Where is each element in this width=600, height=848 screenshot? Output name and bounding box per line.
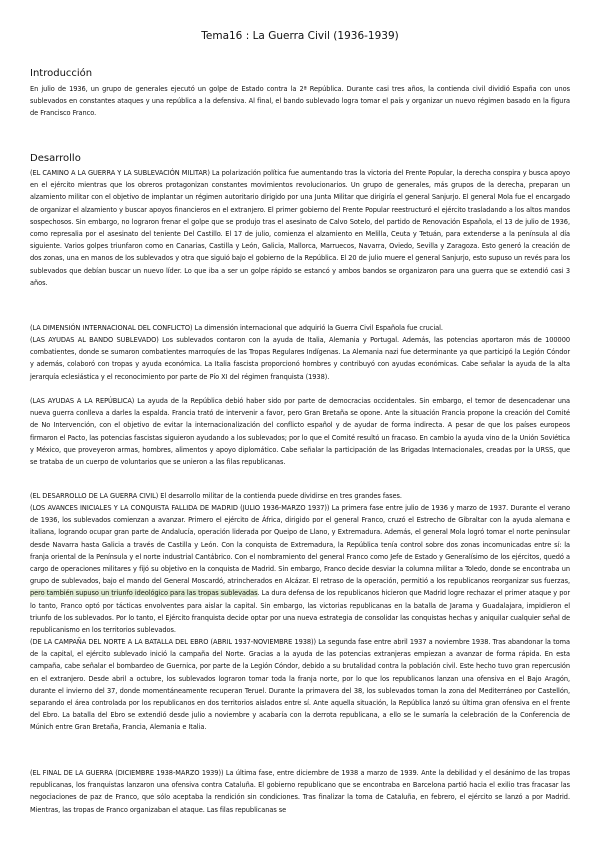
paragraph-ayudas-sublevados: (LAS AYUDAS AL BANDO SUBLEVADO) Los sublevados contaron con la ayuda de Italia, Alemania y Portugal. Además, las potencias aportaron más de 100000 combatientes, donde se sumaron combatientes marroquíes de las Tropas Regulares Indígenas. La Alemania nazi fue determinante ya que participó la Legión Cóndor y además, colaboró con tropas y ayuda económica. La Italia fascista proporcionó hombres y contribuyó con ayudas económicas. Cabe señalar la ayuda de la alta jerarquía eclesiástica y el reconocimiento por parte de Pío XI del régimen franquista (1938). <box>30 336 570 381</box>
highlighted-text: pero también supuso un triunfo ideológico para las tropas sublevadas <box>30 589 258 598</box>
paragraph-avances-iniciales <box>30 502 570 636</box>
paragraph-desarrollo-guerra: (EL DESARROLLO DE LA GUERRA CIVIL) El desarrollo militar de la contienda puede dividirse en tres grandes fases. <box>30 492 402 500</box>
document-title: Tema16 : La Guerra Civil (1936-1939) <box>201 30 399 42</box>
intro-paragraph: En julio de 1936, un grupo de generales ejecutó un golpe de Estado contra la 2ª República. Durante casi tres años, la contienda civil dividió España con unos sublevados en constantes ataques y una república a la defensiva. Al final, el bando sublevado logra tomar el país y organizar un nuevo régimen basado en la figura de Francisco Franco. <box>30 85 570 118</box>
development-heading: Desarrollo <box>30 153 81 164</box>
paragraph-ayudas-republica: (LAS AYUDAS A LA REPÚBLICA) La ayuda de la República debió haber sido por parte de democracias occidentales. Sin embargo, el temor de desencadenar una nueva guerra conlleva a darles la espalda. Francia trató de intervenir a favor, pero Gran Bretaña se opone. Ante la situación Francia propone la creación del Comité de No Intervención, con el objetivo de evitar la internacionalización del conflicto español y de ayudar de forma indirecta. A pesar de que los países europeos firmaron el Pacto, las potencias fascistas siguieron ayudando a los sublevados; por lo que el Comité resultó un fracaso. En cambio la ayuda vino de la Unión Soviética y México, que proveyeron armas, hombres, alimentos y apoyo diplomático. Cabe señalar la participación de las Brigadas Internacionales, creadas por la URSS, que se trataba de un cuerpo de voluntarios que se unieron a las filas republicanas. <box>30 397 570 467</box>
paragraph-campana-norte: (DE LA CAMPAÑA DEL NORTE A LA BATALLA DEL EBRO (ABRIL 1937-NOVIEMBRE 1938)) La segunda fase entre abril 1937 a noviembre 1938. Tras abandonar la toma de la capital, el ejército sublevado inició la campaña del Norte. Gracias a la ayuda de las potencias extranjeras empiezan a avanzar de forma rápida. En esta campaña, cabe señalar el bombardeo de Guernica, por parte de la Legión Cóndor, debido a su brutalidad contra la población civil. Este hecho tuvo gran repercusión en el extranjero. Desde abril a octubre, los sublevados lograron tomar toda la franja norte, por lo que los republicanos lanzan una ofensiva en el Bajo Aragón, durante el invierno del 37, donde momentáneamente recuperan Teruel. Durante la primavera del 38, los sublevados toman la zona del Mediterráneo por Castellón, separando el área controlada por los republicanos en dos territorios aislados entre sí. Ante aquella situación, la República lanzó su última gran ofensiva en el frente del Ebro. La batalla del Ebro se extendió desde julio a noviembre y acabaría con la derrota republicana, a ello se le sumaría la celebración de la Conferencia de Múnich entre Gran Bretaña, Francia, Alemania e Italia. <box>30 638 570 732</box>
text-segment: (LOS AVANCES INICIALES Y LA CONQUISTA FALLIDA DE MADRID (JULIO 1936-MARZO 1937)) La primera fase entre julio de 1936 y marzo de 1937. Durante el verano de 1936, los sublevados comienzan a avanzar. Primero el ejército de África, dirigido por el general Franco, cruzó el Estrecho de Gibraltar con la ayuda alemana e italiana, logrando ocupar gran parte de Andalucía, operación liderada por Queipo de Llano, y Extremadura. Además, el general Mola logró tomar el norte peninsular desde Navarra hasta Galicia a través de Castilla y León. Con la conquista de Extremadura, la República tenía control sobre dos zonas incomunicadas entre sí: la franja oriental de la Península y el norte industrial Cantábrico. Con el nombramiento del general Franco como Jefe de Estado y Generalísimo de los ejércitos, quedó a cargo de operaciones militares y fijó su objetivo en la conquista de Madrid. Sin embargo, Franco decide desviar la columna militar a Toledo, donde se encontraba un grupo de sublevados, bajo el mando del General Moscardó, atrincherados en Alcázar. El retraso de la operación, permitió a los republicanos reorganizar sus fuerzas, <box>30 504 570 586</box>
text-segment: . La dura defensa de los republicanos hicieron que Madrid logre rechazar el primer ataque y por lo tanto, Franco optó por tácticas envolventes para aislar la capital. Sin embargo, las victorias republicanas en la batalla de Jarama y Guadalajara, impidieron el triunfo de los sublevados. Por lo tanto, el Ejército franquista decide optar por una nueva estrategia de consolidar las conquistas hechas y aniquilar cualquier señal de republicanismo en los territorios sublevados. <box>30 589 570 635</box>
paragraph-final-guerra: (EL FINAL DE LA GUERRA (DICIEMBRE 1938-MARZO 1939)) La última fase, entre diciembre de 1938 a marzo de 1939. Ante la debilidad y el desánimo de las tropas republicanas, los franquistas lanzaron una ofensiva contra Cataluña. El gobierno republicano que se encontraba en Barcelona partió hacia el exilio tras fracasar las negociaciones de paz de Franco, que sólo aceptaba la rendición sin condiciones. Tras finalizar la toma de Cataluña, en febrero, el ejército se lanzó a por Madrid. Mientras, las tropas de Franco organizaban el ataque. Las filas republicanas se <box>30 769 570 814</box>
paragraph-dimension-internacional: (LA DIMENSIÓN INTERNACIONAL DEL CONFLICTO) La dimensión internacional que adquirió la Guerra Civil Española fue crucial. <box>30 324 443 332</box>
paragraph-camino-guerra: (EL CAMINO A LA GUERRA Y LA SUBLEVACIÓN MILITAR) La polarización política fue aumentando tras la victoria del Frente Popular, la derecha conspira y busca apoyo en el ejército mientras que los obreros protagonizan constantes movimientos revolucionarios. Un grupo de generales, más grupos de la derecha, preparan un alzamiento militar con el objetivo de implantar un régimen autoritario dirigido por una Junta Militar que dirigiría el general Sanjurjo. El general Mola fue el encargado de organizar el alzamiento y buscar apoyos financieros en el extranjero. El primer gobierno del Frente Popular reestructuró el ejército trasladando a los altos mandos sospechosos. Sin embargo, no lograron frenar el golpe que se produjo tras el asesinato de Calvo Sotelo, del partido de Renovación Española, el 13 de julio de 1936, como represalia por el asesinato del teniente Del Castillo. El 17 de julio, comienza el alzamiento en Melilla, Ceuta y Tetuán, para extenderse a la península al día siguiente. Varios golpes triunfaron como en Canarias, Castilla y León, Galicia, Mallorca, Marruecos, Navarra, Oviedo, Sevilla y Zaragoza. Esto generó la creación de dos zonas, una en manos de los sublevados y otra que siguió bajo el gobierno de la República. El 20 de julio muere el general Sanjurjo, esto supuso un revés para los sublevados que debían buscar un nuevo líder. Lo que iba a ser un golpe rápido se estancó y ambos bandos se organizaron para una guerra que se extendió casi 3 años. <box>30 169 570 287</box>
intro-heading: Introducción <box>30 68 93 79</box>
